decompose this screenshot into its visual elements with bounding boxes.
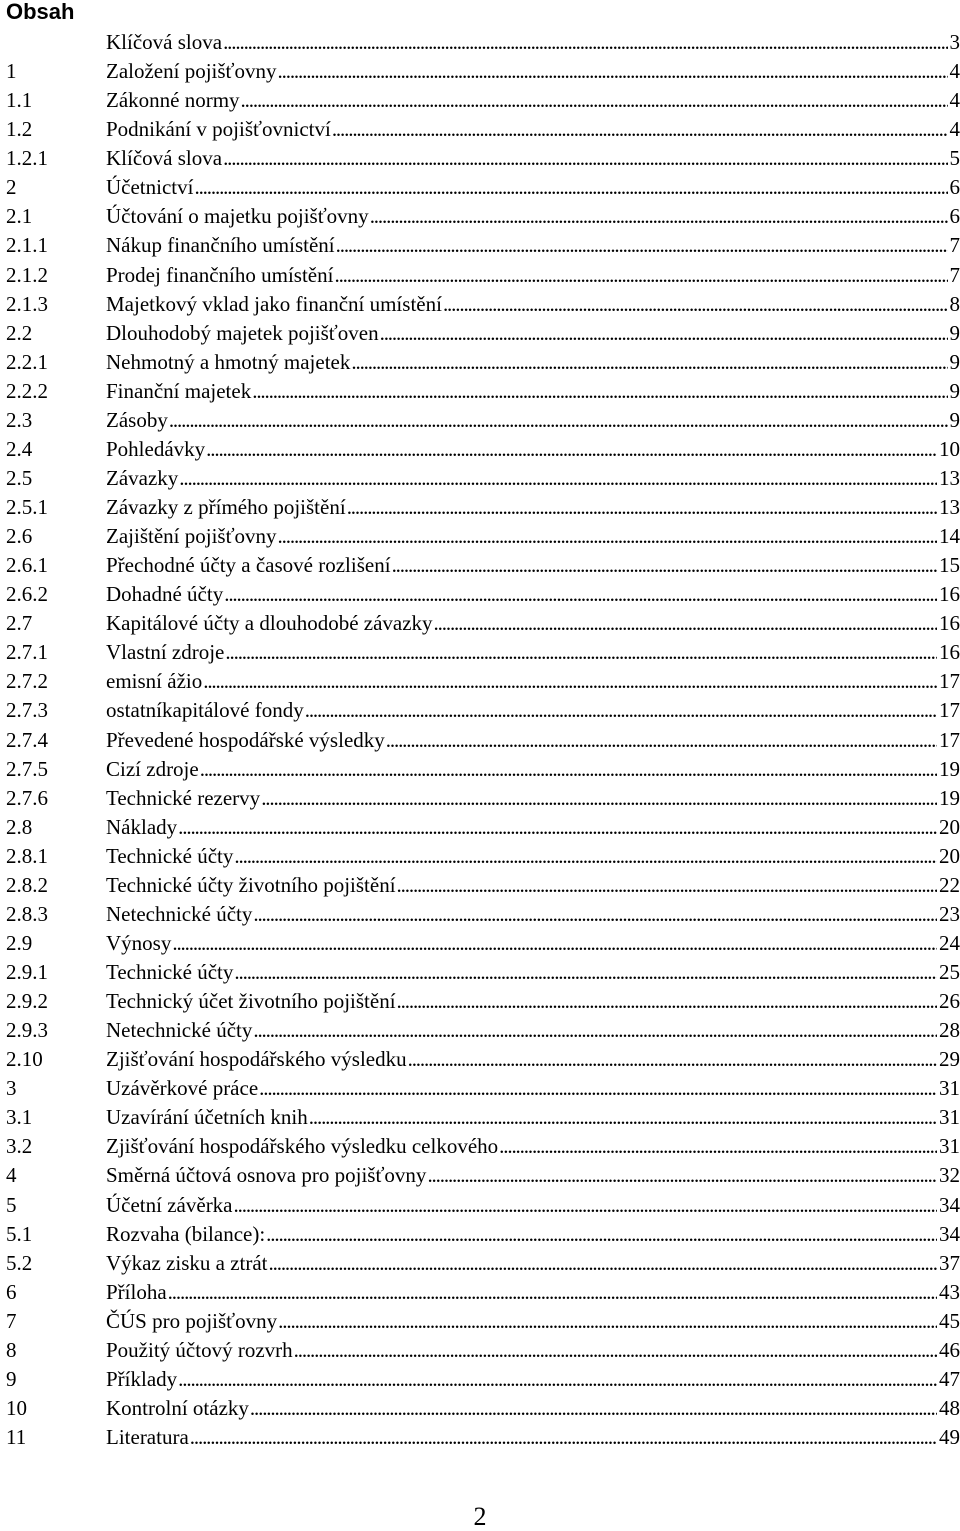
toc-dot-leader <box>434 609 937 638</box>
toc-entry-title[interactable]: Kapitálové účty a dlouhodobé závazky <box>106 611 433 636</box>
toc-entry-page[interactable]: 13 <box>939 465 960 490</box>
toc-dot-leader <box>278 522 937 551</box>
toc-entry-title[interactable]: Účetní závěrka <box>106 1192 233 1217</box>
toc-dot-leader <box>294 1336 937 1365</box>
toc-entry[interactable] <box>6 1423 960 1452</box>
toc-entry-page[interactable]: 3 <box>949 30 960 54</box>
toc-entry-number: 2.5.1 <box>6 495 48 519</box>
toc-entry-number: 8 <box>6 1337 17 1362</box>
toc-entry-page[interactable]: 6 <box>949 204 960 229</box>
toc-dot-leader <box>206 435 937 464</box>
toc-entry-title[interactable]: Účetnictví <box>106 175 194 200</box>
toc-entry-number: 2.8.3 <box>6 901 48 926</box>
table-of-contents <box>6 28 960 1452</box>
toc-dot-leader <box>259 1074 937 1103</box>
toc-entry-number: 4 <box>6 1163 17 1188</box>
toc-entry[interactable] <box>6 1278 960 1307</box>
toc-dot-leader <box>351 348 947 377</box>
toc-entry[interactable] <box>6 115 960 144</box>
toc-entry-title[interactable]: Založení pojišťovny <box>106 59 277 84</box>
toc-entry-page[interactable]: 31 <box>939 1105 960 1130</box>
toc-entry-title[interactable]: Směrná účtová osnova pro pojišťovny <box>106 1163 427 1188</box>
toc-dot-leader <box>203 667 937 696</box>
toc-entry-page[interactable]: 8 <box>949 291 960 316</box>
toc-entry-title[interactable]: Majetkový vklad jako finanční umístění <box>106 291 442 316</box>
toc-entry-page[interactable]: 29 <box>939 1047 960 1072</box>
toc-entry[interactable] <box>6 726 960 755</box>
toc-dot-leader <box>332 115 948 144</box>
toc-entry-title[interactable]: Technické účty <box>106 843 234 868</box>
toc-entry[interactable] <box>6 522 960 551</box>
toc-entry-title[interactable]: Prodej finančního umístění <box>106 262 334 287</box>
toc-entry-title[interactable]: Klíčová slova <box>106 30 223 54</box>
toc-entry-page[interactable]: 15 <box>939 553 960 578</box>
toc-entry-title[interactable]: Technický účet životního pojištění <box>106 989 396 1014</box>
toc-entry-page[interactable]: 16 <box>939 611 960 636</box>
toc-entry-number: 2.2.1 <box>6 349 48 374</box>
toc-entry-title[interactable]: Literatura <box>106 1425 189 1449</box>
toc-entry-title[interactable]: Použitý účtový rozvrh <box>106 1337 293 1362</box>
toc-entry[interactable] <box>6 609 960 638</box>
toc-dot-leader <box>225 638 937 667</box>
toc-entry-number: 5 <box>6 1192 17 1217</box>
toc-dot-leader <box>234 958 937 987</box>
toc-dot-leader <box>241 86 948 115</box>
toc-entry-number: 11 <box>6 1425 27 1449</box>
toc-dot-leader <box>408 1045 937 1074</box>
toc-entry-page[interactable]: 9 <box>949 349 960 374</box>
toc-entry[interactable] <box>6 1191 960 1220</box>
toc-entry-title[interactable]: Uzavírání účetních knih <box>106 1105 308 1130</box>
toc-dot-leader <box>336 231 948 260</box>
toc-dot-leader <box>178 1365 937 1394</box>
toc-entry-title[interactable]: Netechnické účty <box>106 1018 253 1043</box>
toc-dot-leader <box>347 493 937 522</box>
toc-entry-title[interactable]: Příloha <box>106 1279 167 1304</box>
toc-entry[interactable] <box>6 1394 960 1423</box>
toc-entry-page[interactable]: 48 <box>939 1395 960 1420</box>
toc-entry-page[interactable]: 37 <box>939 1250 960 1275</box>
toc-entry-title[interactable]: Závazky z přímého pojištění <box>106 495 346 519</box>
toc-entry[interactable] <box>6 638 960 667</box>
toc-entry-number: 2.7.1 <box>6 640 48 665</box>
toc-entry-page[interactable]: 46 <box>939 1337 960 1362</box>
toc-dot-leader <box>234 1191 937 1220</box>
toc-entry-number: 3.1 <box>6 1105 33 1130</box>
toc-entry[interactable] <box>6 696 960 725</box>
toc-entry-title[interactable]: Kontrolní otázky <box>106 1395 249 1420</box>
toc-entry-title[interactable]: Rozvaha (bilance): <box>106 1221 266 1246</box>
toc-entry-number: 2.7 <box>6 611 33 636</box>
toc-entry[interactable] <box>6 1249 960 1278</box>
toc-entry-number: 2.9.2 <box>6 989 48 1014</box>
toc-entry[interactable] <box>6 813 960 842</box>
toc-entry-page[interactable]: 45 <box>939 1308 960 1333</box>
toc-dot-leader <box>278 57 948 86</box>
toc-dot-leader <box>334 261 947 290</box>
toc-dot-leader <box>250 1394 937 1423</box>
toc-heading: Obsah <box>6 0 75 24</box>
toc-entry-page[interactable]: 31 <box>939 1134 960 1159</box>
toc-dot-leader <box>194 173 947 202</box>
toc-entry-title[interactable]: Uzávěrkové práce <box>106 1076 259 1101</box>
toc-entry-title[interactable]: Zajištění pojišťovny <box>106 524 277 549</box>
toc-dot-leader <box>252 377 947 406</box>
toc-dot-leader <box>179 464 937 493</box>
toc-dot-leader <box>278 1307 937 1336</box>
toc-dot-leader <box>178 813 937 842</box>
toc-entry-title[interactable]: ČÚS pro pojišťovny <box>106 1308 278 1333</box>
toc-entry[interactable] <box>6 1103 960 1132</box>
toc-entry-page[interactable]: 17 <box>939 727 960 752</box>
toc-dot-leader <box>380 319 948 348</box>
toc-entry-number: 2.4 <box>6 436 33 461</box>
toc-entry[interactable] <box>6 144 960 173</box>
toc-entry-title[interactable]: Účtování o majetku pojišťovny <box>106 204 369 229</box>
toc-entry[interactable] <box>6 1132 960 1161</box>
toc-entry-page[interactable]: 10 <box>939 436 960 461</box>
toc-entry[interactable] <box>6 784 960 813</box>
toc-entry-page[interactable]: 9 <box>949 407 960 432</box>
toc-entry-number: 2.7.3 <box>6 698 48 723</box>
toc-entry[interactable] <box>6 231 960 260</box>
toc-entry[interactable] <box>6 493 960 522</box>
toc-entry-number: 3.2 <box>6 1134 33 1159</box>
toc-entry-page[interactable]: 19 <box>939 756 960 781</box>
toc-entry-title[interactable]: Nehmotný a hmotný majetek <box>106 349 351 374</box>
toc-entry[interactable] <box>6 290 960 319</box>
toc-dot-leader <box>261 784 937 813</box>
toc-dot-leader <box>370 202 948 231</box>
toc-entry-number: 2.8 <box>6 814 33 839</box>
toc-dot-leader <box>253 1016 937 1045</box>
toc-dot-leader <box>386 726 937 755</box>
toc-entry-number: 2.3 <box>6 407 33 432</box>
toc-entry-page[interactable]: 13 <box>939 495 960 519</box>
toc-entry-title[interactable]: Pohledávky <box>106 436 206 461</box>
toc-dot-leader <box>200 755 937 784</box>
toc-entry-title[interactable]: Výnosy <box>106 930 172 955</box>
toc-entry-number: 2.7.4 <box>6 727 48 752</box>
toc-entry[interactable] <box>6 1016 960 1045</box>
toc-entry[interactable] <box>6 173 960 202</box>
toc-entry-page[interactable]: 32 <box>939 1163 960 1188</box>
toc-entry-number: 2.1.1 <box>6 233 48 258</box>
toc-entry[interactable] <box>6 1045 960 1074</box>
toc-entry-page[interactable]: 17 <box>939 669 960 694</box>
toc-entry-page[interactable]: 26 <box>939 989 960 1014</box>
toc-entry-number: 10 <box>6 1395 27 1420</box>
toc-dot-leader <box>309 1103 937 1132</box>
toc-entry-title[interactable]: Technické účty životního pojištění <box>106 872 396 897</box>
toc-entry[interactable] <box>6 551 960 580</box>
toc-entry[interactable] <box>6 1365 960 1394</box>
toc-entry-page[interactable]: 7 <box>949 262 960 287</box>
toc-entry[interactable] <box>6 348 960 377</box>
toc-entry-page[interactable]: 23 <box>939 901 960 926</box>
toc-entry-number: 2.6.1 <box>6 553 48 578</box>
toc-entry-title[interactable]: ostatníkapitálové fondy <box>106 698 304 723</box>
toc-entry-title[interactable]: Netechnické účty <box>106 901 253 926</box>
toc-entry-page[interactable]: 6 <box>949 175 960 200</box>
toc-entry[interactable] <box>6 1220 960 1249</box>
toc-entry-page[interactable]: 28 <box>939 1018 960 1043</box>
toc-entry-number: 2.7.2 <box>6 669 48 694</box>
toc-entry[interactable] <box>6 929 960 958</box>
toc-entry[interactable] <box>6 958 960 987</box>
toc-entry[interactable] <box>6 464 960 493</box>
toc-entry[interactable] <box>6 755 960 784</box>
toc-entry-title[interactable]: Zjišťování hospodářského výsledku <box>106 1047 407 1072</box>
toc-entry-title[interactable]: emisní ážio <box>106 669 203 694</box>
toc-entry-page[interactable]: 9 <box>949 320 960 345</box>
toc-dot-leader <box>397 871 937 900</box>
toc-entry-page[interactable]: 19 <box>939 785 960 810</box>
toc-entry-title[interactable]: Zjišťování hospodářského výsledku celkového <box>106 1134 499 1159</box>
toc-entry-number: 2.1 <box>6 204 33 229</box>
toc-entry-title[interactable]: Technické účty <box>106 960 234 984</box>
toc-entry-number: 2.8.1 <box>6 843 48 868</box>
toc-entry-page[interactable]: 22 <box>939 872 960 897</box>
toc-entry-number: 2.2.2 <box>6 378 48 403</box>
toc-entry-title[interactable]: Dohadné účty <box>106 582 224 607</box>
toc-entry-page[interactable]: 49 <box>939 1425 960 1449</box>
toc-entry[interactable] <box>6 202 960 231</box>
toc-entry[interactable] <box>6 842 960 871</box>
page-number: 2 <box>473 1502 487 1531</box>
toc-dot-leader <box>172 929 937 958</box>
toc-entry-page[interactable]: 20 <box>939 814 960 839</box>
toc-entry[interactable] <box>6 377 960 406</box>
toc-entry-title[interactable]: Závazky <box>106 465 179 490</box>
toc-dot-leader <box>392 551 937 580</box>
toc-entry[interactable] <box>6 1307 960 1336</box>
toc-dot-leader <box>169 406 948 435</box>
toc-entry-title[interactable]: Příklady <box>106 1366 178 1391</box>
toc-entry-number: 2.6.2 <box>6 582 48 607</box>
toc-entry-title[interactable]: Náklady <box>106 814 178 839</box>
toc-dot-leader <box>223 144 947 173</box>
toc-entry-page[interactable]: 7 <box>949 233 960 258</box>
toc-entry-number: 2 <box>6 175 17 200</box>
toc-entry[interactable] <box>6 435 960 464</box>
toc-entry[interactable] <box>6 319 960 348</box>
toc-entry-page[interactable]: 5 <box>949 146 960 171</box>
toc-entry[interactable] <box>6 57 960 86</box>
toc-entry[interactable] <box>6 86 960 115</box>
toc-entry-page[interactable]: 43 <box>939 1279 960 1304</box>
toc-entry-title[interactable]: Dlouhodobý majetek pojišťoven <box>106 320 379 345</box>
toc-entry-number: 2.9 <box>6 930 33 955</box>
toc-dot-leader <box>266 1220 937 1249</box>
toc-dot-leader <box>443 290 948 319</box>
toc-entry-number: 2.9.3 <box>6 1018 48 1043</box>
toc-entry-page[interactable]: 4 <box>949 59 960 84</box>
toc-entry-page[interactable]: 25 <box>939 960 960 984</box>
toc-entry-number: 1.1 <box>6 88 33 113</box>
toc-entry-page[interactable]: 16 <box>939 640 960 665</box>
toc-entry-number: 9 <box>6 1366 17 1391</box>
toc-entry-number: 2.7.5 <box>6 756 48 781</box>
toc-entry[interactable] <box>6 1161 960 1190</box>
toc-entry-number: 2.5 <box>6 465 33 490</box>
toc-entry[interactable] <box>6 900 960 929</box>
toc-entry-number: 2.1.3 <box>6 291 48 316</box>
toc-entry-title[interactable]: Finanční majetek <box>106 378 252 403</box>
toc-entry-page[interactable]: 47 <box>939 1366 960 1391</box>
toc-entry-number: 2.9.1 <box>6 960 48 984</box>
toc-entry-title[interactable]: Nákup finančního umístění <box>106 233 335 258</box>
toc-entry[interactable] <box>6 987 960 1016</box>
toc-entry[interactable] <box>6 580 960 609</box>
toc-dot-leader <box>253 900 937 929</box>
toc-dot-leader <box>499 1132 937 1161</box>
toc-entry-number: 2.10 <box>6 1047 43 1072</box>
toc-dot-leader <box>223 28 947 57</box>
toc-dot-leader <box>168 1278 937 1307</box>
toc-entry-number: 1.2 <box>6 117 33 142</box>
toc-dot-leader <box>190 1423 937 1452</box>
toc-entry-number: 6 <box>6 1279 17 1304</box>
toc-entry-number: 2.7.6 <box>6 785 48 810</box>
toc-dot-leader <box>305 696 937 725</box>
toc-entry-page[interactable]: 20 <box>939 843 960 868</box>
toc-entry-title[interactable]: Vlastní zdroje <box>106 640 225 665</box>
toc-dot-leader <box>397 987 937 1016</box>
toc-dot-leader <box>234 842 937 871</box>
toc-dot-leader <box>427 1161 937 1190</box>
toc-entry[interactable] <box>6 261 960 290</box>
toc-entry-title[interactable]: Zákonné normy <box>106 88 240 113</box>
toc-entry-number: 2.8.2 <box>6 872 48 897</box>
toc-entry-number: 2.1.2 <box>6 262 48 287</box>
toc-entry-page[interactable]: 24 <box>939 930 960 955</box>
toc-dot-leader <box>224 580 937 609</box>
toc-entry-page[interactable]: 16 <box>939 582 960 607</box>
toc-entry[interactable] <box>6 871 960 900</box>
toc-entry[interactable] <box>6 28 960 57</box>
toc-entry-title[interactable]: Cizí zdroje <box>106 756 199 781</box>
toc-entry[interactable] <box>6 1074 960 1103</box>
toc-entry-number: 3 <box>6 1076 17 1101</box>
toc-entry[interactable] <box>6 667 960 696</box>
toc-entry-title[interactable]: Zásoby <box>106 407 168 432</box>
toc-dot-leader <box>269 1249 937 1278</box>
toc-entry-page[interactable]: 31 <box>939 1076 960 1101</box>
toc-entry-number: 2.2 <box>6 320 33 345</box>
toc-entry-page[interactable]: 34 <box>939 1192 960 1217</box>
toc-entry-title[interactable]: Klíčová slova <box>106 146 223 171</box>
toc-entry-number: 7 <box>6 1308 17 1333</box>
toc-entry-page[interactable]: 4 <box>949 88 960 113</box>
toc-entry-title[interactable]: Převedené hospodářské výsledky <box>106 727 385 752</box>
toc-entry-number: 1 <box>6 59 17 84</box>
toc-entry-title[interactable]: Přechodné účty a časové rozlišení <box>106 553 391 578</box>
toc-entry-title[interactable]: Výkaz zisku a ztrát <box>106 1250 268 1275</box>
toc-entry-page[interactable]: 34 <box>939 1221 960 1246</box>
toc-entry-page[interactable]: 9 <box>949 378 960 403</box>
toc-entry-number: 2.6 <box>6 524 33 549</box>
toc-entry-title[interactable]: Technické rezervy <box>106 785 261 810</box>
toc-entry-page[interactable]: 4 <box>949 117 960 142</box>
toc-entry-number: 5.1 <box>6 1221 33 1246</box>
toc-entry-page[interactable]: 14 <box>939 524 960 549</box>
toc-entry[interactable] <box>6 1336 960 1365</box>
toc-entry-number: 1.2.1 <box>6 146 48 171</box>
toc-entry-title[interactable]: Podnikání v pojišťovnictví <box>106 117 331 142</box>
toc-entry-page[interactable]: 17 <box>939 698 960 723</box>
toc-entry[interactable] <box>6 406 960 435</box>
toc-entry-number: 5.2 <box>6 1250 33 1275</box>
